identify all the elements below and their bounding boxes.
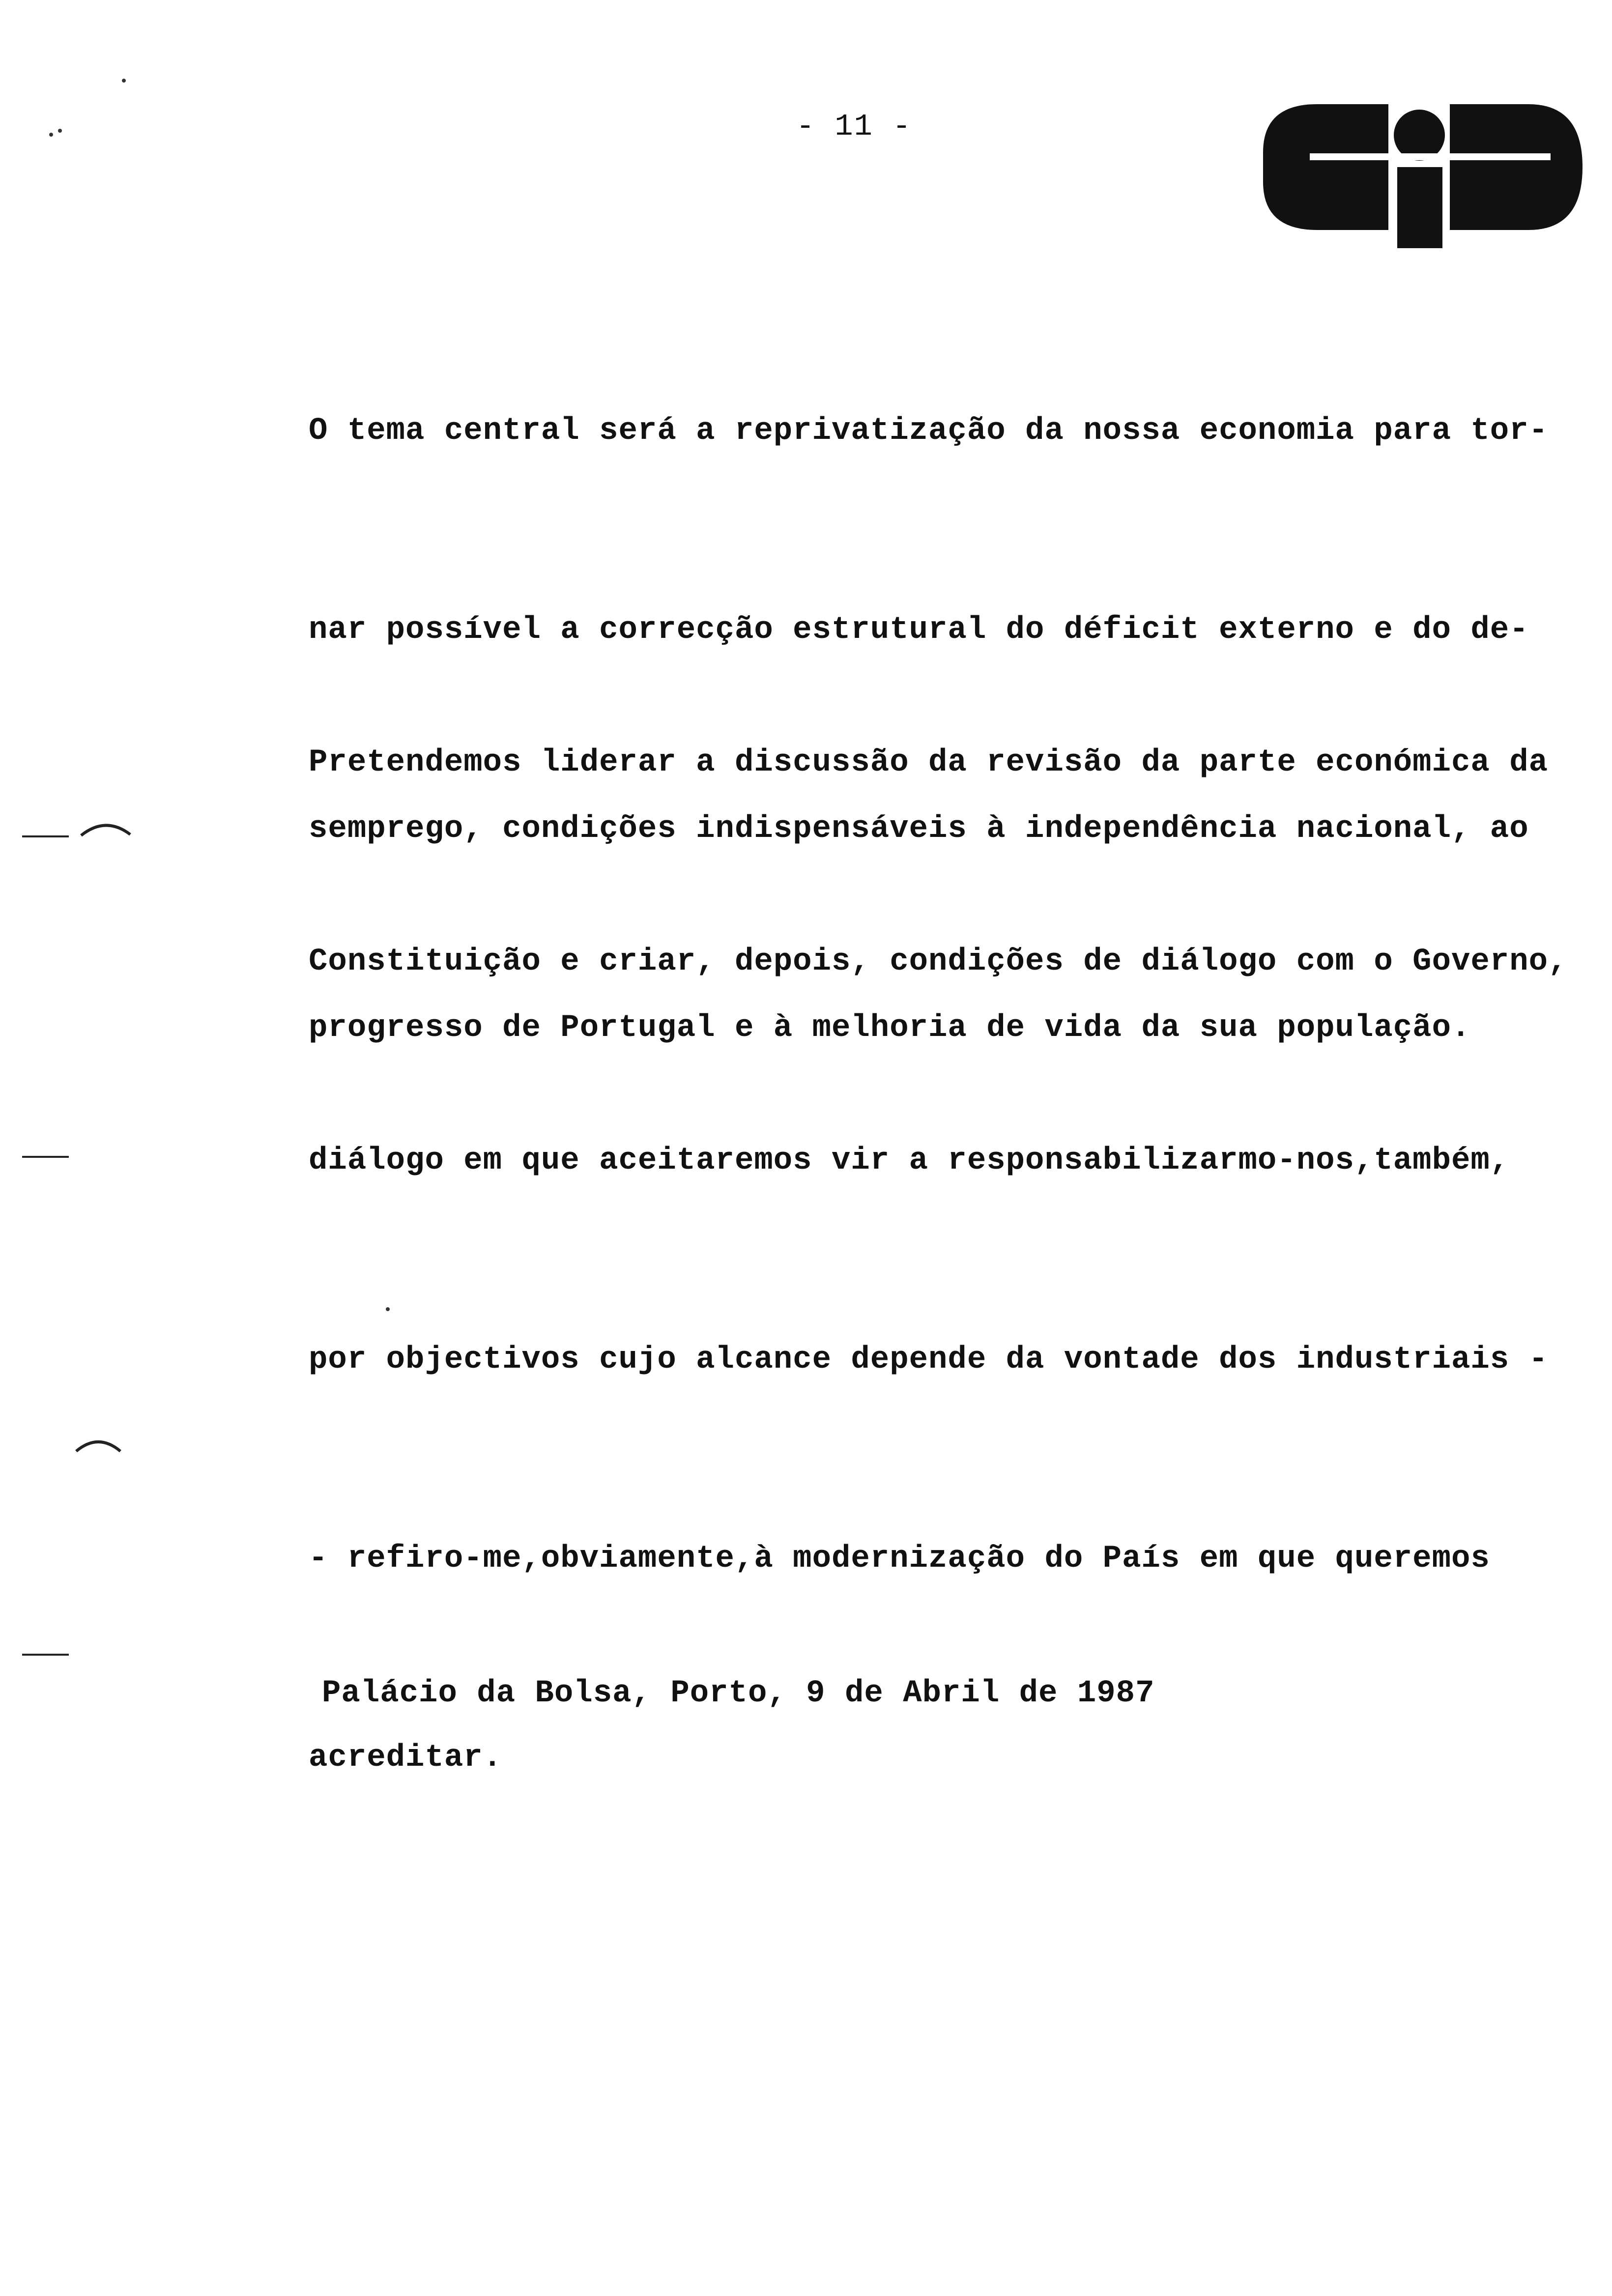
paragraph-2-line: acreditar. [309, 1740, 503, 1776]
paragraph-2-line: diálogo em que aceitaremos vir a responsabilizarmo-nos,também, [309, 1143, 1510, 1178]
paragraph-1-line: semprego, condições indispensáveis à independência nacional, ao [309, 811, 1529, 847]
logo-i-dot [1394, 110, 1445, 161]
paragraph-2 [309, 597, 1586, 1858]
paragraph-1-line: O tema central será a reprivatização da nossa economia para tor- [309, 413, 1548, 449]
paragraph-2-line: - refiro-me,obviamente,à modernização do País em que queremos [309, 1541, 1490, 1577]
logo-i-stem [1397, 167, 1442, 248]
page-number: - 11 - [796, 109, 912, 144]
paragraph-1-line: progresso de Portugal e à melhoria de vida da sua população. [309, 1010, 1471, 1046]
speck [386, 1307, 390, 1311]
margin-mark [22, 1654, 69, 1656]
logo-p-shape [1450, 104, 1583, 230]
speck [49, 133, 53, 137]
speck [122, 79, 126, 83]
speck [58, 129, 62, 133]
logo-bar [1310, 153, 1551, 160]
margin-arc-mark [79, 816, 133, 840]
margin-mark [22, 835, 69, 837]
margin-mark [22, 1156, 69, 1158]
paragraph-2-line: Constituição e criar, depois, condições de diálogo com o Governo, [309, 944, 1568, 979]
paragraph-2-line: Pretendemos liderar a discussão da revisão da parte económica da [309, 745, 1548, 780]
paragraph-1-line: nar possível a correcção estrutural do déficit externo e do de- [309, 612, 1529, 648]
margin-arc-mark [74, 1433, 123, 1457]
place-date-signoff: Palácio da Bolsa, Porto, 9 de Abril de 1987 [322, 1676, 1155, 1711]
paragraph-2-line: por objectivos cujo alcance depende da vontade dos industriais - [309, 1342, 1548, 1378]
logo-c-shape [1263, 104, 1388, 230]
cip-logo [1263, 98, 1587, 251]
